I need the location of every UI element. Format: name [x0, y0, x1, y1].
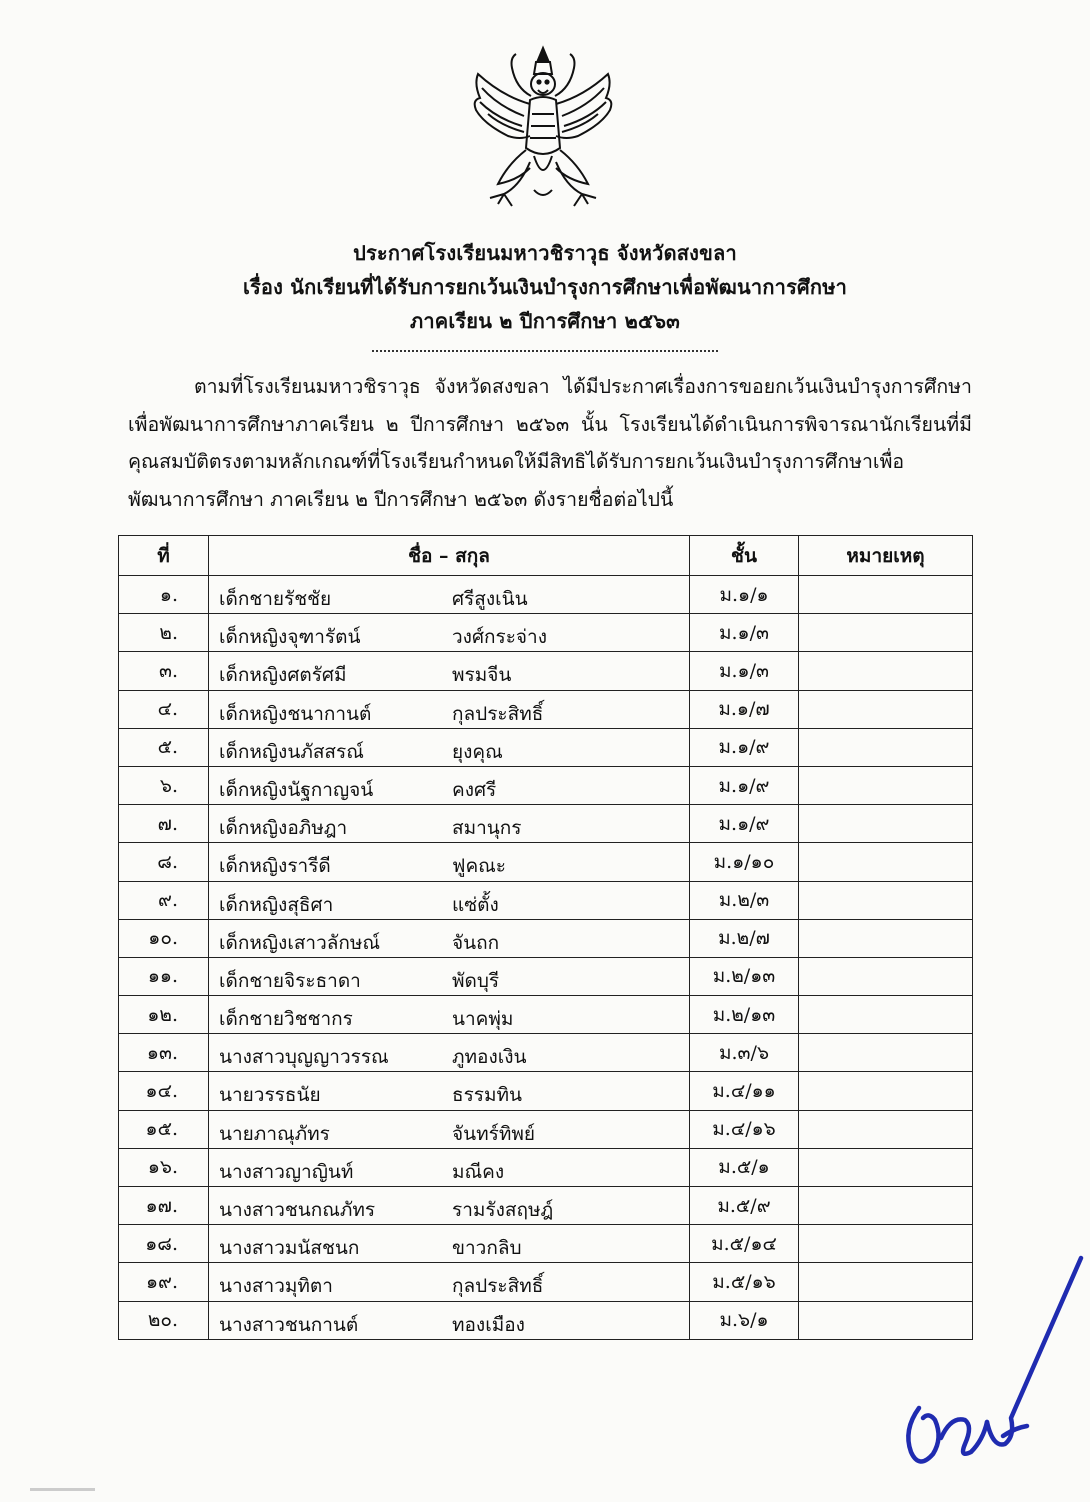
row-number: ๖.	[119, 766, 209, 804]
student-name	[209, 614, 690, 652]
last-name: กุลประสิทธิ์	[452, 702, 544, 725]
remark-cell	[799, 614, 973, 652]
first-name: เด็กหญิงสุธิศา	[219, 893, 334, 916]
remark-cell	[799, 728, 973, 766]
scan-edge-mark	[30, 1488, 95, 1491]
table-row	[119, 614, 973, 652]
student-name	[209, 1263, 690, 1301]
student-name	[209, 881, 690, 919]
student-name	[209, 1148, 690, 1186]
student-name	[209, 957, 690, 995]
table-row	[119, 996, 973, 1034]
last-name: ฟูคณะ	[452, 855, 506, 878]
class-level: ม.๑/๑๐	[690, 843, 799, 881]
class-level: ม.๑/๓	[690, 614, 799, 652]
student-name	[209, 1110, 690, 1148]
remark-cell	[799, 805, 973, 843]
student-name	[209, 728, 690, 766]
row-number: ๑๐.	[119, 919, 209, 957]
class-level: ม.๑/๑	[690, 576, 799, 614]
table-row	[119, 690, 973, 728]
remark-cell	[799, 843, 973, 881]
table-row	[119, 728, 973, 766]
class-level: ม.๑/๙	[690, 805, 799, 843]
table-row	[119, 1187, 973, 1225]
header-note: หมายเหตุ	[799, 536, 973, 576]
student-name	[209, 805, 690, 843]
first-name: เด็กหญิงจุฑารัตน์	[219, 626, 361, 649]
class-level: ม.๕/๑๔	[690, 1225, 799, 1263]
row-number: ๑๗.	[119, 1187, 209, 1225]
last-name: จันทร์ทิพย์	[452, 1122, 536, 1145]
remark-cell	[799, 652, 973, 690]
row-number: ๒.	[119, 614, 209, 652]
student-name	[209, 843, 690, 881]
student-name	[209, 1301, 690, 1339]
row-number: ๑๕.	[119, 1110, 209, 1148]
table-row	[119, 1301, 973, 1339]
table-row	[119, 1263, 973, 1301]
header-name: ชื่อ – สกุล	[209, 536, 690, 576]
first-name: เด็กหญิงเสาวลักษณ์	[219, 931, 381, 954]
last-name: สมานุกร	[452, 817, 522, 840]
announcement-header	[0, 236, 1090, 338]
row-number: ๑๖.	[119, 1148, 209, 1186]
table-row	[119, 1148, 973, 1186]
last-name: กุลประสิทธิ์	[452, 1275, 544, 1298]
table-row	[119, 843, 973, 881]
paragraph-text: ตามที่โรงเรียนมหาวชิราวุธ จังหวัดสงขลา ได้มีประกาศเรื่องการขอยกเว้นเงินบำรุงการศึกษาเพื่อพัฒนาการศึกษาภาคเรียน ๒ ปีการศึกษา ๒๕๖๓ นั้น โรงเรียนได้ดำเนินการพิจารณานักเรียนที่มีคุณสมบัติตรงตามหลักเกณฑ์ที่โรงเรียนกำหนดให้มีสิทธิได้รับการยกเว้นเงินบำรุงการศึกษาเพื่อพัฒนาการศึกษา ภาคเรียน ๒ ปีการศึกษา ๒๕๖๓ ดังรายชื่อต่อไปนี้	[128, 375, 972, 511]
first-name: เด็กชายรัชชัย	[219, 588, 332, 610]
row-number: ๑๓.	[119, 1034, 209, 1072]
class-level: ม.๒/๓	[690, 881, 799, 919]
last-name: ศรีสูงเนิน	[452, 588, 528, 610]
row-number: ๒๐.	[119, 1301, 209, 1339]
remark-cell	[799, 766, 973, 804]
class-level: ม.๖/๑	[690, 1301, 799, 1339]
last-name: วงศ์กระจ่าง	[452, 626, 547, 649]
first-name: นางสาวมุทิตา	[219, 1275, 333, 1298]
remark-cell	[799, 690, 973, 728]
last-name: ยุงคุณ	[452, 740, 503, 763]
first-name: นางสาวบุญญาวรรณ	[219, 1046, 389, 1069]
first-name: นางสาวชนกณภัทร	[219, 1199, 376, 1221]
table-header-row	[119, 536, 973, 576]
last-name: คงศรี	[452, 778, 497, 801]
row-number: ๑๙.	[119, 1263, 209, 1301]
header-no: ที่	[119, 536, 209, 576]
first-name: เด็กหญิงนภัสสรณ์	[219, 740, 364, 763]
first-name: นางสาวชนกานต์	[219, 1313, 359, 1336]
student-name	[209, 919, 690, 957]
last-name: ขาวกลิบ	[452, 1237, 522, 1260]
student-name	[209, 1225, 690, 1263]
row-number: ๘.	[119, 843, 209, 881]
class-level: ม.๔/๑๖	[690, 1110, 799, 1148]
last-name: ทองเมือง	[452, 1313, 525, 1336]
student-name	[209, 1187, 690, 1225]
remark-cell	[799, 1072, 973, 1110]
announcement-title: ประกาศโรงเรียนมหาวชิราวุธ จังหวัดสงขลา	[353, 241, 737, 265]
table-row	[119, 881, 973, 919]
remark-cell	[799, 1110, 973, 1148]
student-name	[209, 652, 690, 690]
first-name: นางสาวญาญินท์	[219, 1160, 354, 1183]
student-name	[209, 996, 690, 1034]
remark-cell	[799, 957, 973, 995]
table-row	[119, 766, 973, 804]
row-number: ๓.	[119, 652, 209, 690]
header-class: ชั้น	[690, 536, 799, 576]
table-row	[119, 1072, 973, 1110]
table-row	[119, 957, 973, 995]
row-number: ๗.	[119, 805, 209, 843]
signature-icon	[895, 1240, 1085, 1480]
dotted-divider	[372, 344, 718, 352]
row-number: ๑๑.	[119, 957, 209, 995]
class-level: ม.๑/๓	[690, 652, 799, 690]
class-level: ม.๒/๑๓	[690, 996, 799, 1034]
row-number: ๑๘.	[119, 1225, 209, 1263]
class-level: ม.๑/๙	[690, 766, 799, 804]
remark-cell	[799, 576, 973, 614]
announcement-subject: เรื่อง นักเรียนที่ได้รับการยกเว้นเงินบำรุงการศึกษาเพื่อพัฒนาการศึกษา	[242, 275, 848, 299]
first-name: นางสาวมนัสชนก	[219, 1237, 360, 1260]
announcement-paragraph	[128, 368, 972, 518]
last-name: นาคพุ่ม	[452, 1008, 514, 1031]
row-number: ๑๔.	[119, 1072, 209, 1110]
last-name: พัดบุรี	[452, 969, 500, 992]
row-number: ๔.	[119, 690, 209, 728]
last-name: รามรังสฤษฎ์	[452, 1199, 554, 1221]
table-body	[119, 576, 973, 1340]
row-number: ๑.	[119, 576, 209, 614]
table-row	[119, 1225, 973, 1263]
row-number: ๑๒.	[119, 996, 209, 1034]
remark-cell	[799, 1034, 973, 1072]
student-table	[118, 535, 973, 1340]
first-name: เด็กชายจิระธาดา	[219, 969, 361, 992]
first-name: นายวรรธนัย	[219, 1084, 321, 1107]
class-level: ม.๑/๗	[690, 690, 799, 728]
student-name	[209, 576, 690, 614]
announcement-term: ภาคเรียน ๒ ปีการศึกษา ๒๕๖๓	[409, 309, 681, 333]
class-level: ม.๓/๖	[690, 1034, 799, 1072]
first-name: เด็กชายวิชชากร	[219, 1008, 353, 1031]
first-name: เด็กหญิงอภิษฎา	[219, 817, 348, 840]
last-name: แซ่ตั้ง	[452, 893, 499, 916]
student-name	[209, 766, 690, 804]
last-name: พรมจีน	[452, 664, 512, 687]
student-name	[209, 690, 690, 728]
remark-cell	[799, 1187, 973, 1225]
student-name	[209, 1072, 690, 1110]
class-level: ม.๔/๑๑	[690, 1072, 799, 1110]
table-row	[119, 1034, 973, 1072]
remark-cell	[799, 1148, 973, 1186]
row-number: ๙.	[119, 881, 209, 919]
table-row	[119, 919, 973, 957]
remark-cell	[799, 996, 973, 1034]
first-name: เด็กหญิงนัฐกาญจน์	[219, 778, 374, 801]
class-level: ม.๕/๙	[690, 1187, 799, 1225]
first-name: เด็กหญิงศตรัศมี	[219, 664, 347, 687]
last-name: มณีคง	[452, 1160, 505, 1183]
last-name: จันถก	[452, 931, 500, 954]
class-level: ม.๒/๑๓	[690, 957, 799, 995]
row-number: ๕.	[119, 728, 209, 766]
table-row	[119, 1110, 973, 1148]
first-name: เด็กหญิงชนากานต์	[219, 702, 372, 725]
class-level: ม.๑/๙	[690, 728, 799, 766]
first-name: นายภาณุภัทร	[219, 1122, 330, 1145]
class-level: ม.๒/๗	[690, 919, 799, 957]
last-name: ภูทองเงิน	[452, 1046, 527, 1069]
student-name	[209, 1034, 690, 1072]
class-level: ม.๕/๑๖	[690, 1263, 799, 1301]
last-name: ธรรมทิน	[452, 1084, 523, 1107]
remark-cell	[799, 919, 973, 957]
table-row	[119, 805, 973, 843]
class-level: ม.๕/๑	[690, 1148, 799, 1186]
table-row	[119, 652, 973, 690]
table-row	[119, 576, 973, 614]
remark-cell	[799, 881, 973, 919]
garuda-emblem-icon	[468, 44, 618, 212]
first-name: เด็กหญิงรารีดี	[219, 855, 331, 878]
